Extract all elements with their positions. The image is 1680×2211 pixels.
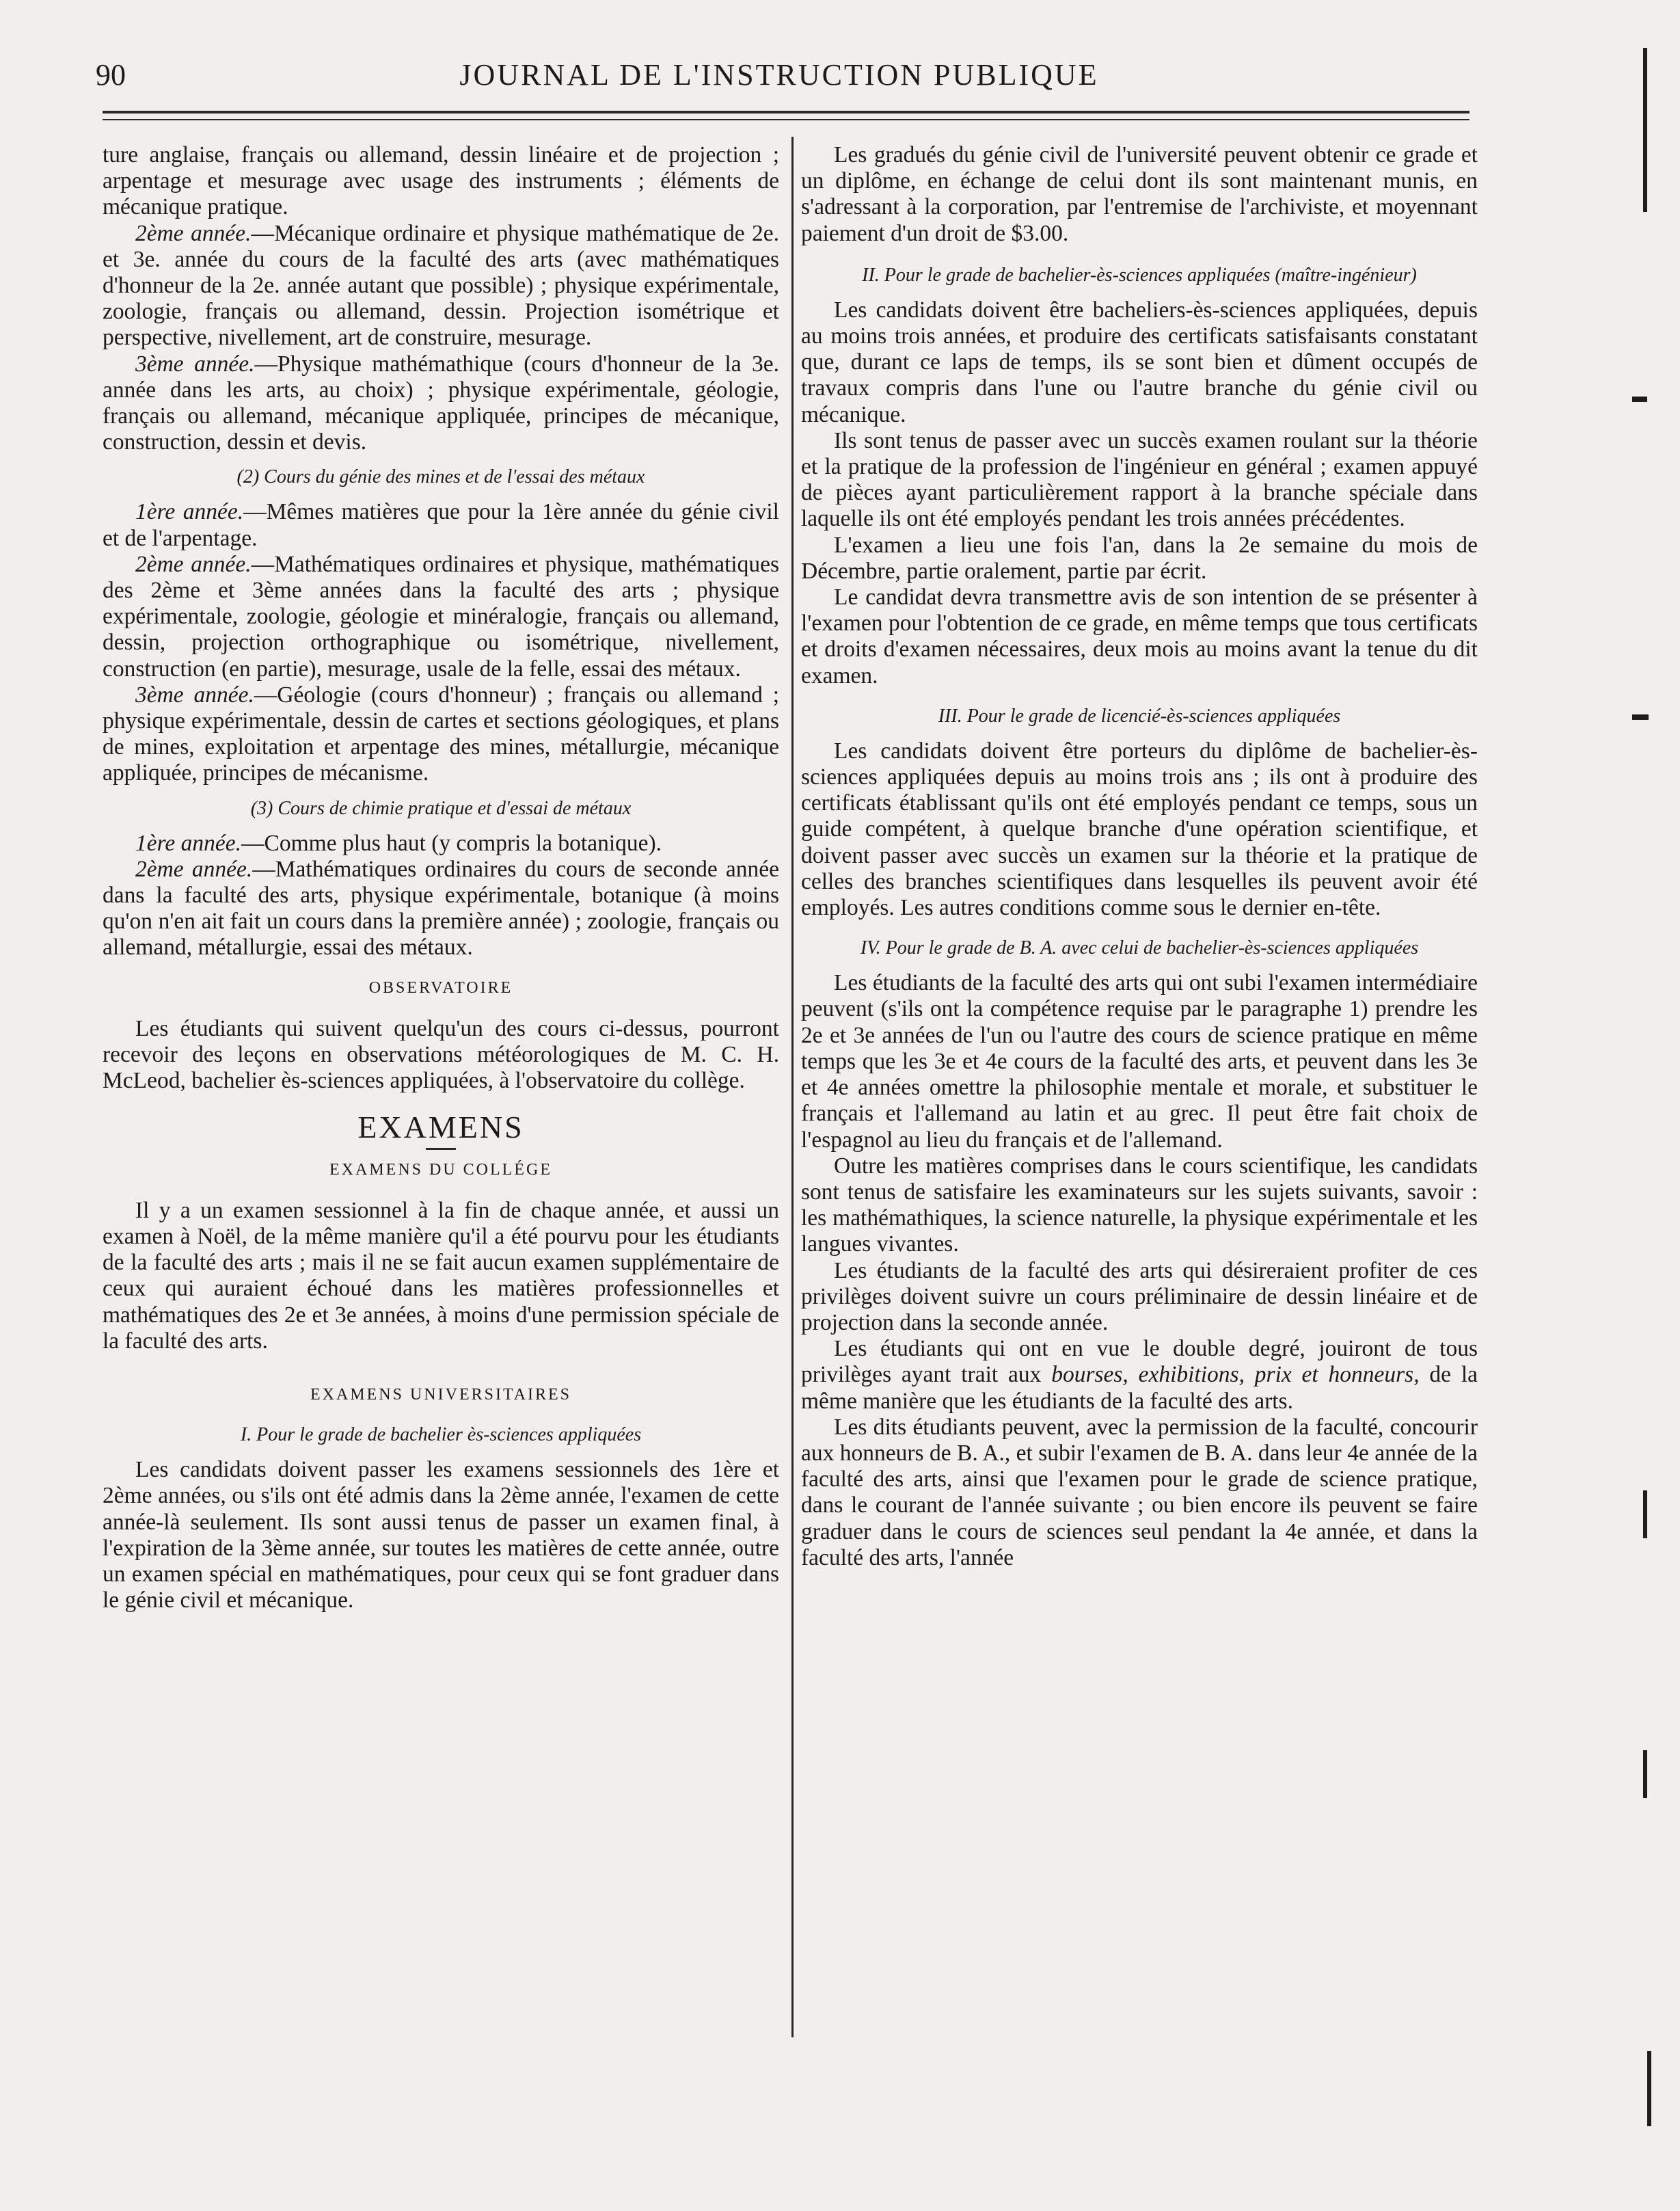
section-heading: EXAMENS DU COLLÉGE	[329, 1160, 552, 1179]
section-heading: I. Pour le grade de bachelier ès-sciences appliquées	[240, 1424, 642, 1446]
paragraph: Le candidat devra transmettre avis de son intention de se présenter à l'examen pour l'obtention de ce grade, en même temps que tous certificats et droits d'examen nécessaires, deux mois au moins avant la tenue du dit examen.	[801, 585, 1478, 688]
margin-mark	[1643, 1490, 1647, 1538]
paragraph: Les candidats doivent être porteurs du diplôme de bachelier-ès-sciences appliquées depuis au moins trois ans ; ils ont à produire des certificats établissant qu'ils ont été employés pendant ce temps, sous un guide compétent, à quelque branche d'une opération scientifique, et doivent passer avec succès un examen sur la théorie et la pratique de celles des branches scientifiques dans lesquelles ils peuvent avoir été employés. Les autres conditions comme sous le dernier en-tête.	[801, 738, 1478, 921]
paragraph: Outre les matières comprises dans le cours scientifique, les candidats sont tenus de satisfaire les examinateurs sur les sujets suivants, savoir : les mathémathiques, la science naturelle, la physique expérimentale et les langues vivantes.	[801, 1153, 1478, 1257]
paragraph: ture anglaise, français ou allemand, dessin linéaire et de projection ; arpentage et mesurage avec usage des instruments ; éléments de mécanique pratique.	[103, 142, 779, 220]
running-title: JOURNAL DE L'INSTRUCTION PUBLIQUE	[459, 58, 1099, 92]
margin-mark	[1632, 714, 1649, 720]
paragraph: Les candidats doivent être bacheliers-ès-sciences appliquées, depuis au moins trois années, et produire des certificats satisfaisants constatant que, durant ce laps de temps, ils se sont bien et dûment occupés de travaux compris dans l'une ou l'autre branche du génie civil ou mécanique.	[801, 297, 1478, 427]
paragraph: 3ème année.—Physique mathémathique (cours d'honneur de la 3e. année dans les arts, au choix) ; physique expérimentale, géologie, français ou allemand, mécanique appliquée, principes de mécanique, construction, dessin et devis.	[103, 351, 779, 455]
heading-dash	[426, 1148, 456, 1150]
paragraph: Il y a un examen sessionnel à la fin de chaque année, et aussi un examen à Noël, de la même manière qu'il a été pourvu pour les étudiants de la faculté des arts ; mais il ne se fait aucun examen supplémentaire de ceux qui auraient échoué dans les matières professionnelles et mathématiques des 2e et 3e années, à moins d'une permission spéciale de la faculté des arts.	[103, 1197, 779, 1354]
section-heading: III. Pour le grade de licencié-ès-sciences appliquées	[938, 705, 1341, 727]
paragraph: 2ème année.—Mathématiques ordinaires et physique, mathématiques des 2ème et 3ème années dans la faculté des arts ; physique expérimentale, zoologie, géologie et minéralogie, français ou allemand, dessin, projection orthographique ou isométrique, nivellement, construction (en partie), mesurage, usale de la felle, essai des métaux.	[103, 551, 779, 682]
column-divider	[791, 137, 794, 2037]
paragraph: 1ère année.—Comme plus haut (y compris la botanique).	[135, 830, 662, 856]
page-number: 90	[96, 58, 126, 92]
paragraph: Les dits étudiants peuvent, avec la permission de la faculté, concourir aux honneurs de B. A., et subir l'examen de B. A. dans leur 4e année de la faculté des arts, ainsi que l'examen pour le grade de science pratique, dans le courant de l'année suivante ; ou bien encore ils peuvent se faire graduer dans le cours de sciences seul pendant la 4e année, et dans la faculté des arts, l'année	[801, 1414, 1478, 1570]
section-heading: EXAMENS UNIVERSITAIRES	[310, 1385, 572, 1404]
paragraph: Les candidats doivent passer les examens sessionnels des 1ère et 2ème années, ou s'ils ont été admis dans la 2ème année, l'examen de cette année-là seulement. Ils sont aussi tenus de passer un examen final, à l'expiration de la 3ème année, sur toutes les matières de cette année, outre un examen spécial en mathématiques, pour ceux qui se font graduer dans le génie civil et mécanique.	[103, 1457, 779, 1613]
paragraph: L'examen a lieu une fois l'an, dans la 2e semaine du mois de Décembre, partie oralement, partie par écrit.	[801, 532, 1478, 584]
paragraph: Les étudiants qui ont en vue le double degré, jouiront de tous privilèges ayant trait aux bourses, exhibitions, prix et honneurs, de la même manière que les étudiants de la faculté des arts.	[801, 1336, 1478, 1414]
left-column	[103, 142, 779, 1613]
paragraph: Les étudiants de la faculté des arts qui désireraient profiter de ces privilèges doivent suivre un cours préliminaire de dessin linéaire et de projection dans la seconde année.	[801, 1257, 1478, 1335]
paragraph: Les étudiants qui suivent quelqu'un des cours ci-dessus, pourront recevoir des leçons en observations météorologiques de M. C. H. McLeod, bachelier ès-sciences appliquées, à l'observatoire du collège.	[103, 1015, 779, 1094]
header-rule-thick	[103, 111, 1469, 113]
page-header	[96, 55, 1463, 103]
right-column	[801, 142, 1478, 1571]
section-heading: (3) Cours de chimie pratique et d'essai de métaux	[250, 797, 632, 819]
header-rule-thin	[103, 119, 1469, 120]
margin-mark	[1632, 397, 1647, 402]
margin-mark	[1643, 1750, 1647, 1798]
paragraph: 2ème année.—Mathématiques ordinaires du cours de seconde année dans la faculté des arts, physique expérimentale, botanique (à moins qu'on n'en ait fait un cours dans la première année) ; zoologie, français ou allemand, métallurgie, essai des métaux.	[103, 856, 779, 961]
paragraph: 1ère année.—Mêmes matières que pour la 1ère année du génie civil et de l'arpentage.	[103, 499, 779, 551]
paragraph: 2ème année.—Mécanique ordinaire et physique mathématique de 2e. et 3e. année du cours de la faculté des arts (avec mathématiques d'honneur de la 2e. année autant que possible) ; physique expérimentale, zoologie, français ou allemand, dessin. Projection isométrique et perspective, nivellement, art de construire, mesurage.	[103, 220, 780, 351]
section-heading: (2) Cours du génie des mines et de l'essai des métaux	[236, 466, 645, 488]
paragraph: 3ème année.—Géologie (cours d'honneur) ; français ou allemand ; physique expérimentale, dessin de cartes et sections géologiques, et plans de mines, exploitation et arpentage des mines, métallurgie, mécanique appliquée, principes de mécanisme.	[103, 682, 780, 786]
paragraph: Les étudiants de la faculté des arts qui ont subi l'examen intermédiaire peuvent (s'ils ont la compétence requise par le paragraphe 1) prendre les 2e et 3e années de l'un ou l'autre des cours de science pratique en même temps que les 3e et 4e cours de la faculté des arts, et peuvent dans les 3e et 4e années omettre la philosophie mentale et morale, et substituer le français et l'allemand au latin et au grec. Il peut être fait choix de l'espagnol au lieu du français et de l'allemand.	[801, 970, 1478, 1153]
section-heading: OBSERVATOIRE	[368, 978, 513, 997]
margin-mark	[1647, 2051, 1651, 2126]
margin-mark	[1643, 48, 1647, 212]
section-heading: II. Pour le grade de bachelier-ès-sciences appliquées (maître-ingénieur)	[862, 264, 1417, 286]
examens-heading: EXAMENS	[357, 1109, 524, 1144]
paragraph: Ils sont tenus de passer avec un succès examen roulant sur la théorie et la pratique de la profession de l'ingénieur en général ; examen appuyé de pièces ayant particulièrement rapport à la branche spéciale dans laquelle ils ont été employés pendant les trois années précédentes.	[801, 427, 1478, 532]
paragraph: Les gradués du génie civil de l'université peuvent obtenir ce grade et un diplôme, en échange de celui dont ils sont maintenant munis, en s'adressant à la corporation, par l'entremise de l'archiviste, et moyennant paiement d'un droit de $3.00.	[801, 142, 1478, 246]
section-heading: IV. Pour le grade de B. A. avec celui de bachelier-ès-sciences appliquées	[860, 937, 1419, 959]
